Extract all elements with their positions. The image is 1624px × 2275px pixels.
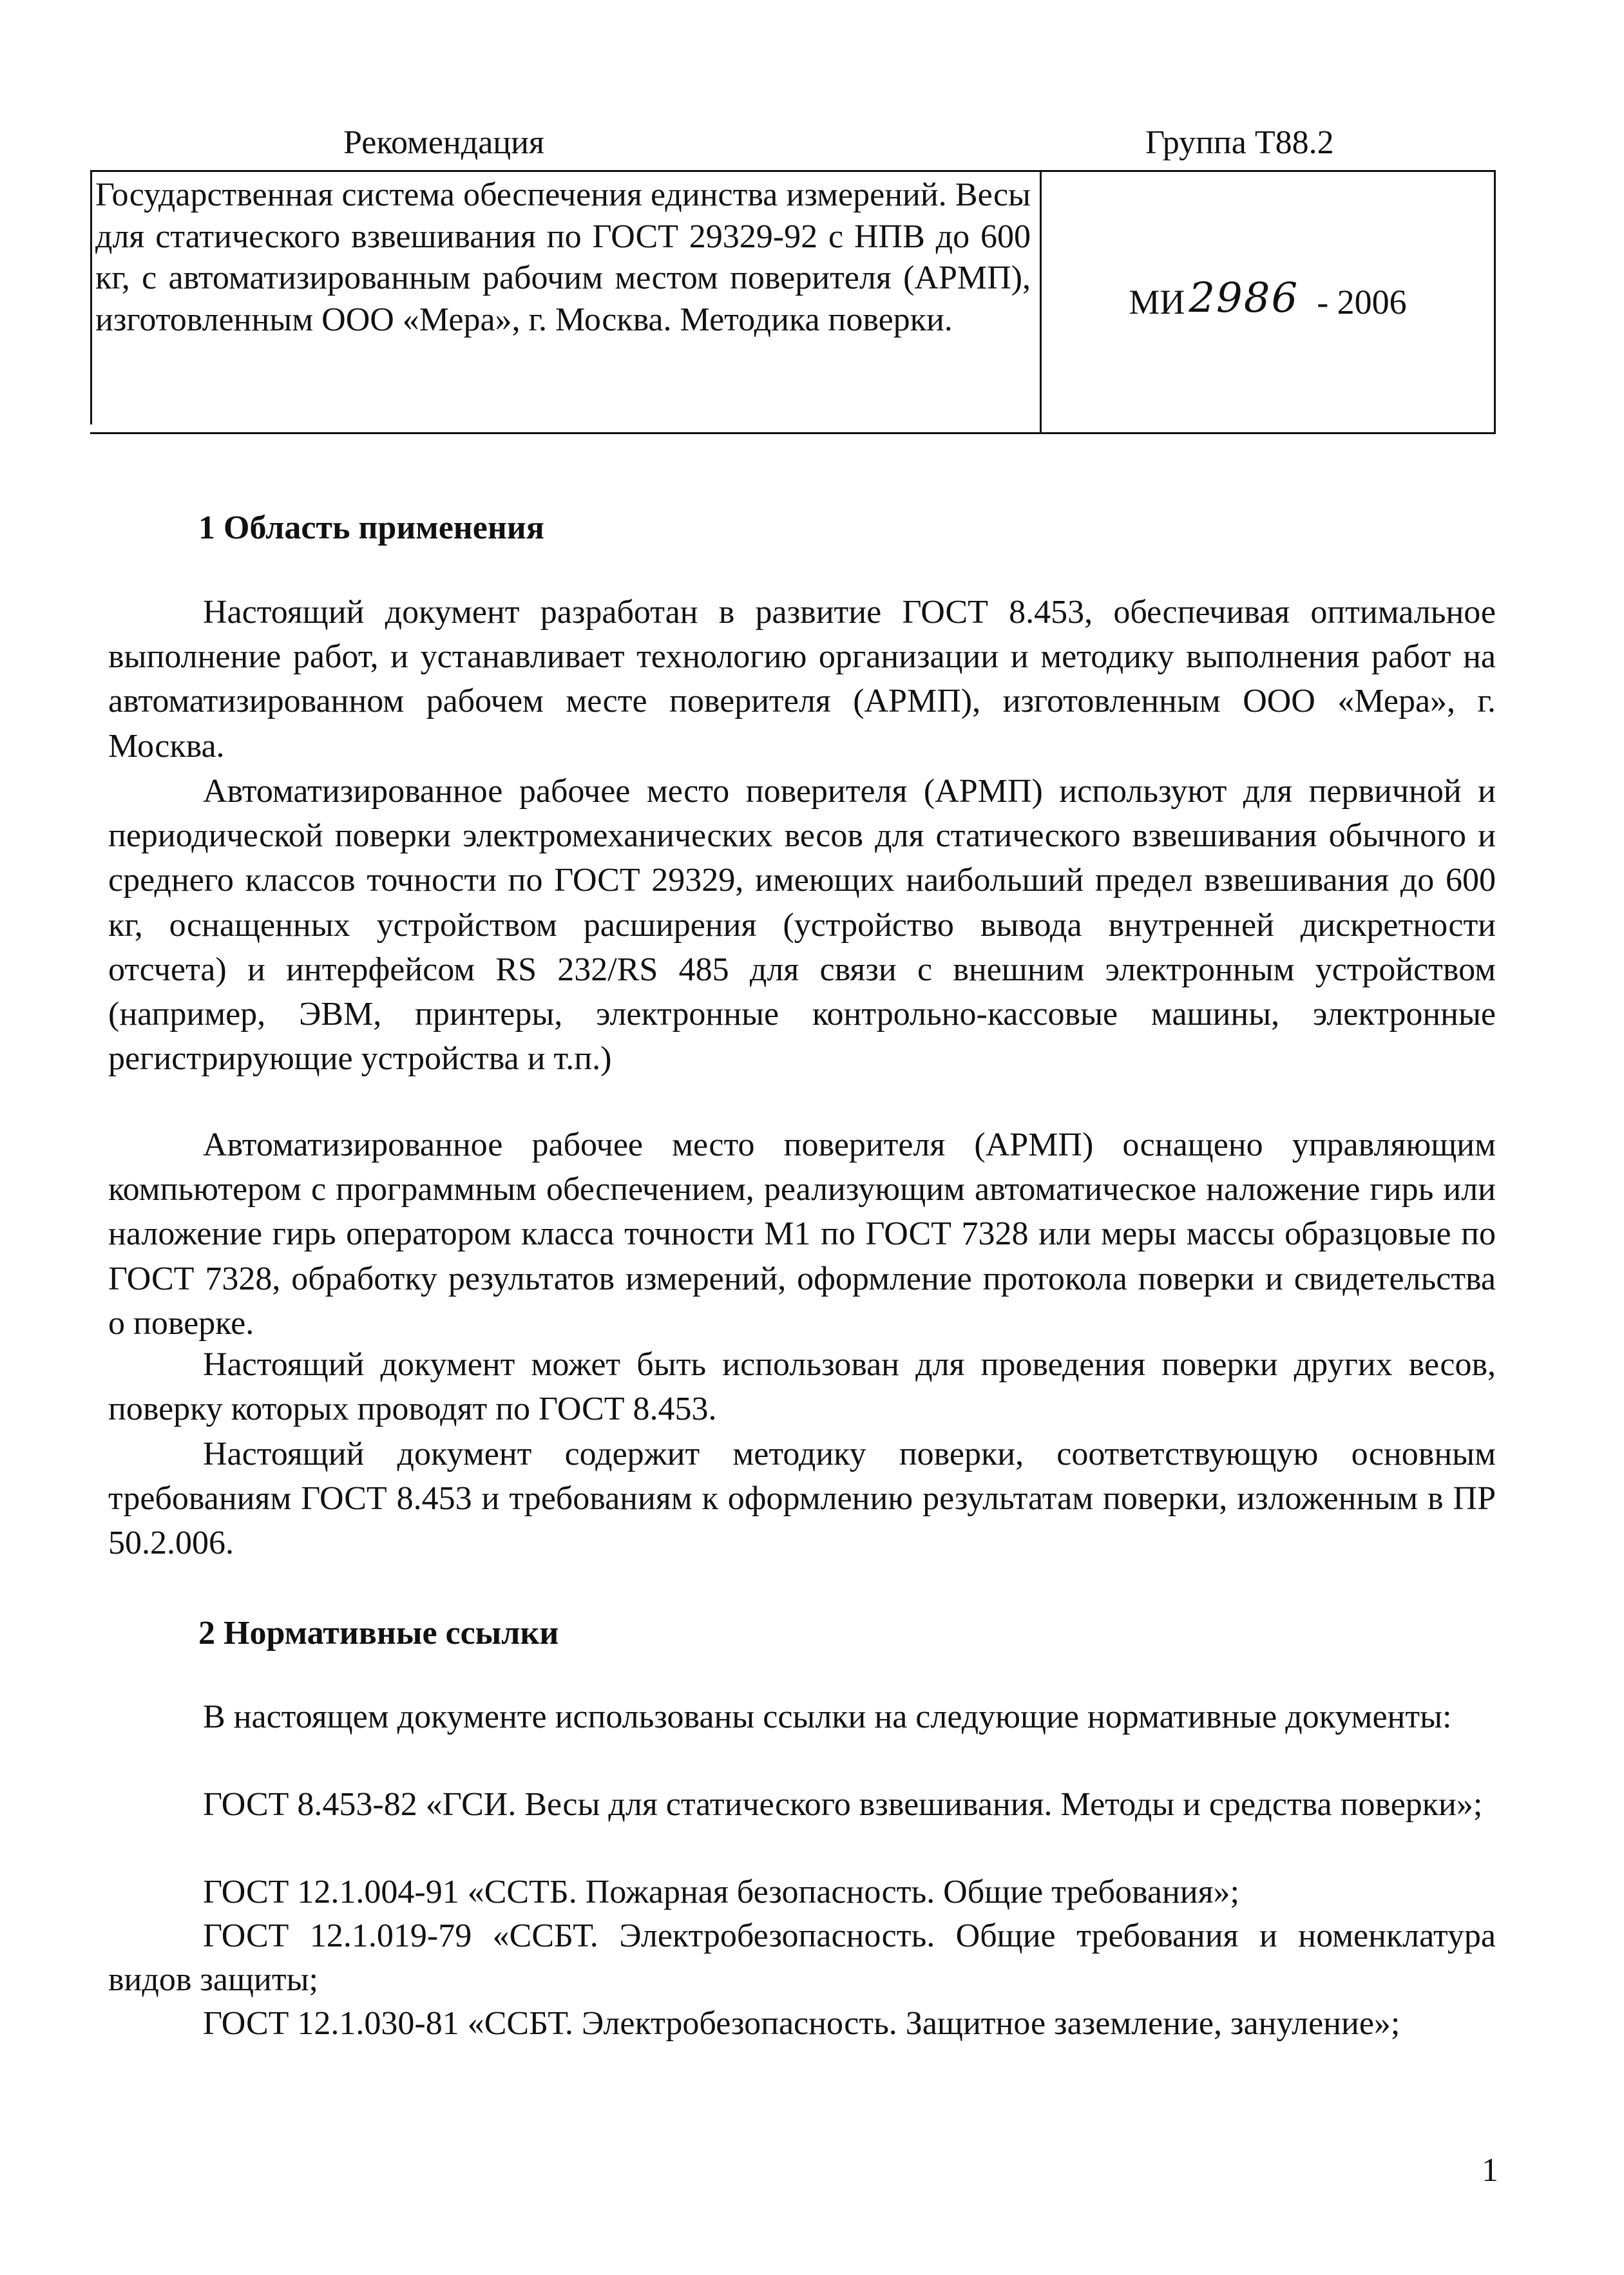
section-1-paragraph-5: Настоящий документ содержит методику поверки, соответствующую основным требованиям ГОСТ 8.453 и требованиям к оформлению результатам поверки, изложенным в ПР 50.2.006. xyxy=(108,1436,1496,1562)
document-code-number: 2986 xyxy=(1189,274,1299,322)
section-1-paragraph-4: Настоящий документ может быть использован для проведения поверки других весов, поверку которых проводят по ГОСТ 8.453. xyxy=(108,1346,1496,1428)
section-1-paragraph-3: Автоматизированное рабочее место поверителя (АРМП) оснащено управляющим компьютером с программным обеспечением, реализующим автоматическое наложение гирь или наложение гирь оператором класса точности М1 по ГОСТ 7328 или меры массы образцовые по ГОСТ 7328, обработку результатов измерений, оформление протокола поверки и свидетельства о поверке. xyxy=(108,1127,1496,1342)
section-1-paragraph-1: Настоящий документ разработан в развитие ГОСТ 8.453, обеспечивая оптимальное выполнение работ, и устанавливает технологию организации и методику выполнения работ на автоматизированном рабочем месте поверителя (АРМП), изготовленным ООО «Мера», г. Москва. xyxy=(108,594,1496,765)
section-2-reference-3: ГОСТ 12.1.019-79 «ССБТ. Электробезопасность. Общие требования и номенклатура видов защиты; xyxy=(108,1918,1496,1999)
section-2-reference-4: ГОСТ 12.1.030-81 «ССБТ. Электробезопасность. Защитное заземление, зануление»; xyxy=(203,2005,1400,2042)
document-code-year: - 2006 xyxy=(1317,283,1407,321)
document-kind-label: Рекомендация xyxy=(343,124,544,161)
section-2-title: 2 Нормативные ссылки xyxy=(198,1615,559,1652)
section-1-title: 1 Область применения xyxy=(198,509,544,546)
section-2-paragraph-1: В настоящем документе использованы ссылки на следующие нормативные документы: xyxy=(203,1699,1452,1735)
page-number: 1 xyxy=(1482,2152,1498,2189)
header-table-left-border xyxy=(90,172,92,424)
document-title: Государственная система обеспечения единства измерений. Весы для статического взвешивания по ГОСТ 29329-92 с НПВ до 600 кг, с автоматизированным рабочим местом поверителя (АРМП), изготовленным ООО «Мера», г. Москва. Методика поверки. xyxy=(95,176,1031,338)
section-2-reference-2: ГОСТ 12.1.004-91 «ССТБ. Пожарная безопасность. Общие требования»; xyxy=(203,1874,1239,1910)
document-code-prefix: МИ xyxy=(1129,283,1185,321)
section-2-reference-1: ГОСТ 8.453-82 «ГСИ. Весы для статического взвешивания. Методы и средства поверки»; xyxy=(203,1786,1483,1823)
header-table xyxy=(90,170,1496,434)
document-code xyxy=(1042,172,1494,432)
section-1-paragraph-2: Автоматизированное рабочее место поверителя (АРМП) используют для первичной и периодической поверки электромеханических весов для статического взвешивания обычного и среднего классов точности по ГОСТ 29329, имеющих наибольший предел взвешивания до 600 кг, оснащенных устройством расширения (устройство вывода внутренней дискретности отсчета) и интерфейсом RS 232/RS 485 для связи с внешним электронным устройством (например, ЭВМ, принтеры, электронные контрольно-кассовые машины, электронные регистрирующие устройства и т.п.) xyxy=(108,773,1496,1078)
group-label: Группа Т88.2 xyxy=(1145,124,1334,161)
